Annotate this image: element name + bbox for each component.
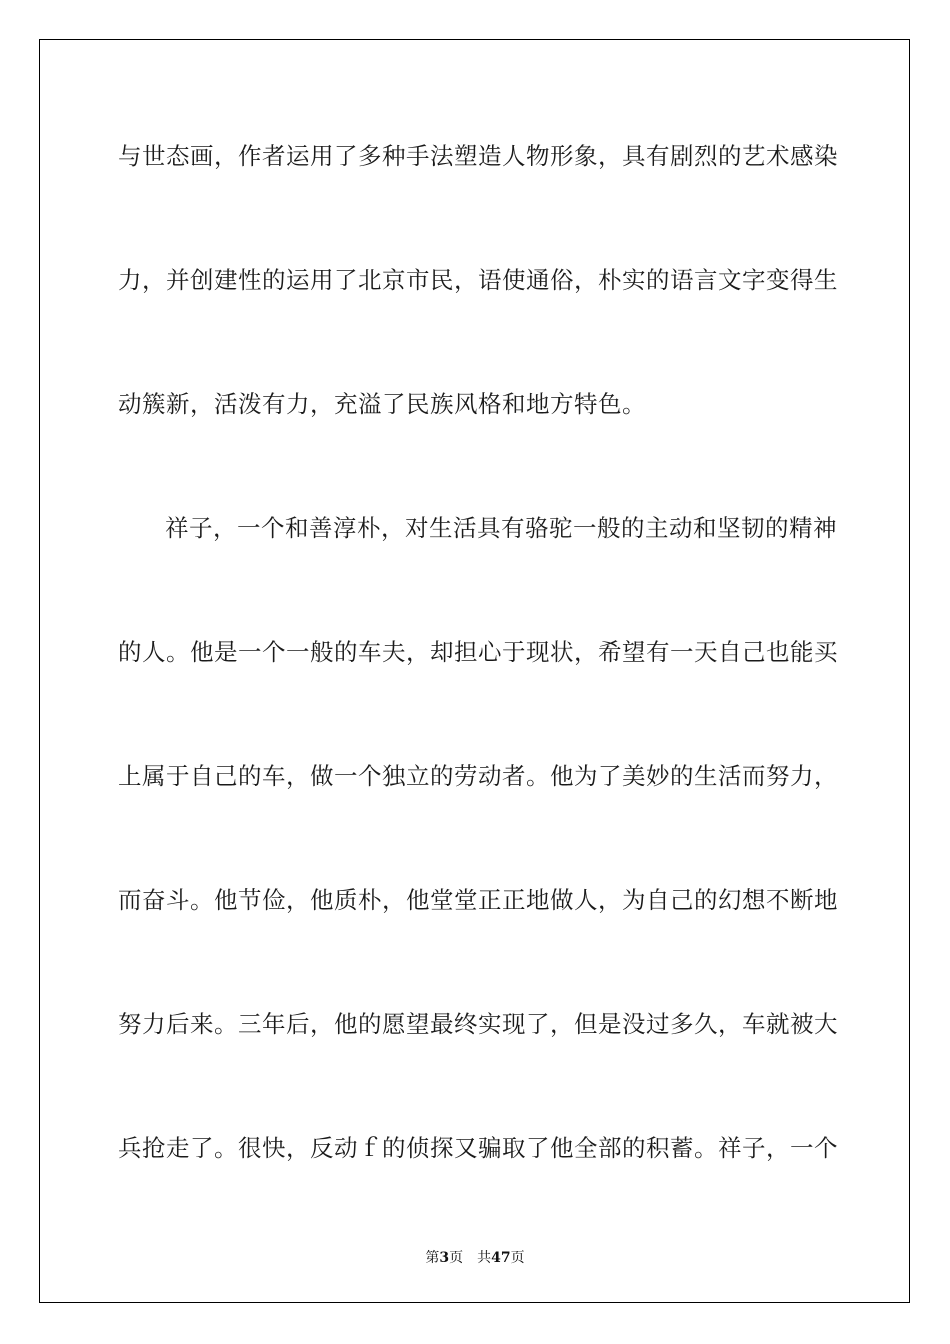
total-suffix: 页 xyxy=(510,1250,525,1266)
text-line: 与世态画，作者运用了多种手法塑造人物形象，具有剧烈的艺术感染 xyxy=(118,142,838,170)
text-line: 而奋斗。他节俭，他质朴，他堂堂正正地做人，为自己的幻想不断地 xyxy=(118,886,838,914)
text-line: 上属于自己的车，做一个独立的劳动者。他为了美妙的生活而努力， xyxy=(118,762,838,790)
body-text xyxy=(118,128,838,1244)
total-prefix: 共 xyxy=(477,1250,492,1266)
page-number: 3 xyxy=(439,1250,450,1266)
text-line: 兵抢走了。很快，反动ｆ的侦探又骗取了他全部的积蓄。祥子，一个 xyxy=(118,1134,838,1162)
text-line: 祥子，一个和善淳朴，对生活具有骆驼一般的主动和坚韧的精神 xyxy=(165,514,837,542)
text-line: 的人。他是一个一般的车夫，却担心于现状，希望有一天自己也能买 xyxy=(118,638,838,666)
text-line: 努力后来。三年后，他的愿望最终实现了，但是没过多久，车就被大 xyxy=(118,1010,838,1038)
page-footer xyxy=(0,1247,950,1267)
text-line: 力，并创建性的运用了北京市民，语使通俗，朴实的语言文字变得生 xyxy=(118,266,838,294)
total-pages: 47 xyxy=(491,1250,511,1266)
page-suffix: 页 xyxy=(449,1250,464,1266)
page-prefix: 第 xyxy=(425,1250,440,1266)
text-line: 动簇新，活泼有力，充溢了民族风格和地方特色。 xyxy=(118,390,646,418)
